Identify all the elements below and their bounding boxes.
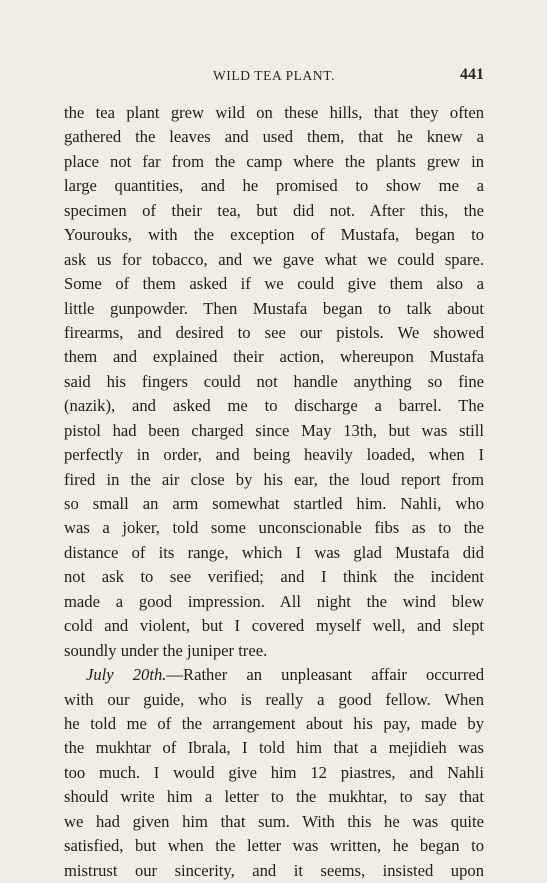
paragraph-1 xyxy=(64,101,484,663)
text-line: ask us for tobacco, and we gave what we could spare. xyxy=(64,249,484,269)
text-line: large quantities, and he promised to show me a xyxy=(64,176,484,196)
text-line: firearms, and desired to see our pistols. We showed xyxy=(64,322,484,342)
text-line: said his fingers could not handle anything so fine xyxy=(64,371,484,391)
text-line: little gunpowder. Then Mustafa began to talk about xyxy=(64,298,484,318)
paragraph-2 xyxy=(64,663,484,883)
text-line: we had given him that sum. With this he was quite xyxy=(64,811,484,831)
text-run: —Rather an unpleasant affair occurred xyxy=(166,665,485,685)
text-line: Some of them asked if we could give them also a xyxy=(64,274,484,294)
text-line: made a good impression. All night the wind blew xyxy=(64,591,484,611)
text-line: mistrust our sincerity, and it seems, insisted upon xyxy=(64,860,484,880)
text-line: he told me of the arrangement about his pay, made by xyxy=(64,713,484,733)
running-head xyxy=(64,66,484,86)
text-line: specimen of their tea, but did not. After this, the xyxy=(64,200,484,220)
date-heading: July 20th. xyxy=(86,665,167,685)
text-line: with our guide, who is really a good fellow. When xyxy=(64,689,484,709)
text-line: (nazik), and asked me to discharge a barrel. The xyxy=(64,396,484,416)
text-line: pistol had been charged since May 13th, but was still xyxy=(64,420,484,440)
text-line: gathered the leaves and used them, that he knew a xyxy=(64,127,484,147)
text-line: distance of its range, which I was glad Mustafa did xyxy=(64,542,484,562)
text-line: place not far from the camp where the plants grew in xyxy=(64,151,484,171)
text-line: soundly under the juniper tree. xyxy=(64,640,268,660)
text-line: so small an arm somewhat startled him. Nahli, who xyxy=(64,494,484,513)
text-line: was a joker, told some unconscionable fibs as to the xyxy=(64,518,484,538)
text-line: perfectly in order, and being heavily loaded, when I xyxy=(64,445,484,465)
text-line: them and explained their action, whereupon Mustafa xyxy=(64,347,484,367)
text-line: the mukhtar of Ibrala, I told him that a mejidieh was xyxy=(64,738,484,758)
text-line: the tea plant grew wild on these hills, that they often xyxy=(64,103,484,122)
page-number: 441 xyxy=(460,66,484,83)
text-line: not ask to see verified; and I think the incident xyxy=(64,567,484,587)
text-line: too much. I would give him 12 piastres, and Nahli xyxy=(64,762,484,782)
text-line: should write him a letter to the mukhtar, to say that xyxy=(64,787,484,807)
text-line: Yourouks, with the exception of Mustafa, began to xyxy=(64,225,484,245)
text-line: cold and violent, but I covered myself well, and slept xyxy=(64,616,484,636)
text-line: satisfied, but when the letter was written, he began to xyxy=(64,836,484,856)
body-text xyxy=(64,101,484,883)
text-line xyxy=(64,663,484,687)
running-title: WILD TEA PLANT. xyxy=(212,68,336,83)
text-line: fired in the air close by his ear, the loud report from xyxy=(64,469,484,489)
